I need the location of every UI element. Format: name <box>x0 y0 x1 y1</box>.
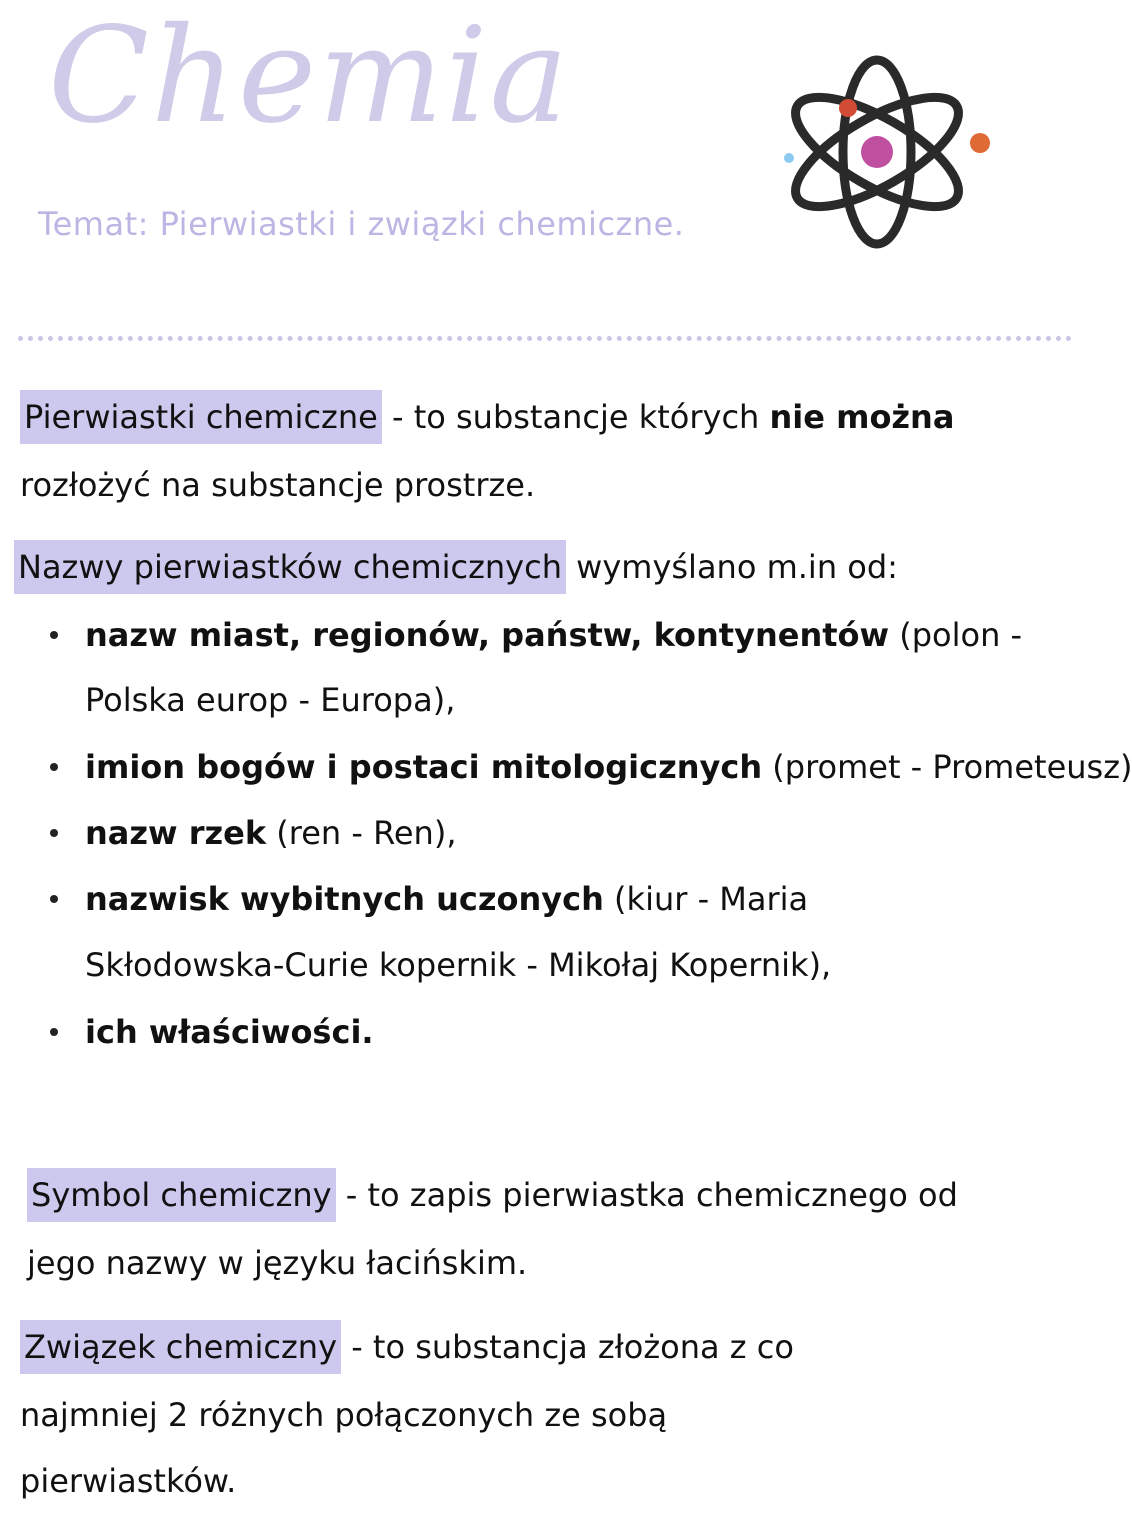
electron-blue-dot <box>784 153 794 163</box>
definition-text: - to substancja złożona z co <box>341 1328 794 1366</box>
bullet-dot <box>50 829 58 837</box>
list-item-bold: imion bogów i postaci mitologicznych <box>85 748 763 786</box>
list-item <box>85 610 1022 660</box>
list-item-bold: nazw miast, regionów, państw, kontynentów <box>85 616 890 654</box>
term-highlight: Pierwiastki chemiczne <box>20 390 382 444</box>
definition-compound <box>20 1322 794 1372</box>
list-item <box>85 808 456 858</box>
list-item-bold: nazwisk wybitnych uczonych <box>85 880 604 918</box>
list-item <box>85 1007 374 1057</box>
bullet-dot <box>50 895 58 903</box>
list-item-bold: ich właściwości. <box>85 1013 374 1051</box>
dotted-divider <box>18 336 1072 341</box>
list-item-text: (promet - Prometeusz) <box>762 748 1132 786</box>
electron-red-dot <box>839 99 857 117</box>
nucleus-dot <box>861 136 893 168</box>
list-item-text: (kiur - Maria <box>603 880 809 918</box>
definition-continuation: najmniej 2 różnych połączonych ze sobą <box>20 1396 668 1434</box>
term-highlight: Związek chemiczny <box>20 1320 341 1374</box>
bullet-dot <box>50 1028 58 1036</box>
atom-icon <box>780 50 995 255</box>
list-item <box>85 874 808 924</box>
term-highlight: Nazwy pierwiastków chemicznych <box>14 540 566 594</box>
list-item-continuation: Polska europ - Europa), <box>85 681 456 719</box>
definition-symbol <box>27 1170 958 1220</box>
emphasis-text: nie można <box>769 398 955 436</box>
list-item-text: (polon - <box>889 616 1023 654</box>
definition-continuation: pierwiastków. <box>20 1462 237 1500</box>
list-item-bold: nazw rzek <box>85 814 267 852</box>
term-highlight: Symbol chemiczny <box>27 1168 336 1222</box>
list-item <box>85 742 1132 792</box>
definition-elements <box>20 392 954 442</box>
list-item-text: (ren - Ren), <box>266 814 457 852</box>
definition-continuation: jego nazwy w języku łacińskim. <box>27 1244 528 1282</box>
topic-subtitle: Temat: Pierwiastki i związki chemiczne. <box>38 205 685 243</box>
intro-text: wymyślano m.in od: <box>565 548 898 586</box>
definition-text: - to substancje których <box>381 398 770 436</box>
definition-continuation: rozłożyć na substancje prostrze. <box>20 466 536 504</box>
bullet-dot <box>50 763 58 771</box>
list-item-continuation: Skłodowska-Curie kopernik - Mikołaj Kopernik), <box>85 946 832 984</box>
electron-orange-dot <box>970 133 990 153</box>
bullet-dot <box>50 631 58 639</box>
page-title: Chemia <box>48 0 571 153</box>
names-intro <box>14 542 898 592</box>
definition-text: - to zapis pierwiastka chemicznego od <box>335 1176 958 1214</box>
